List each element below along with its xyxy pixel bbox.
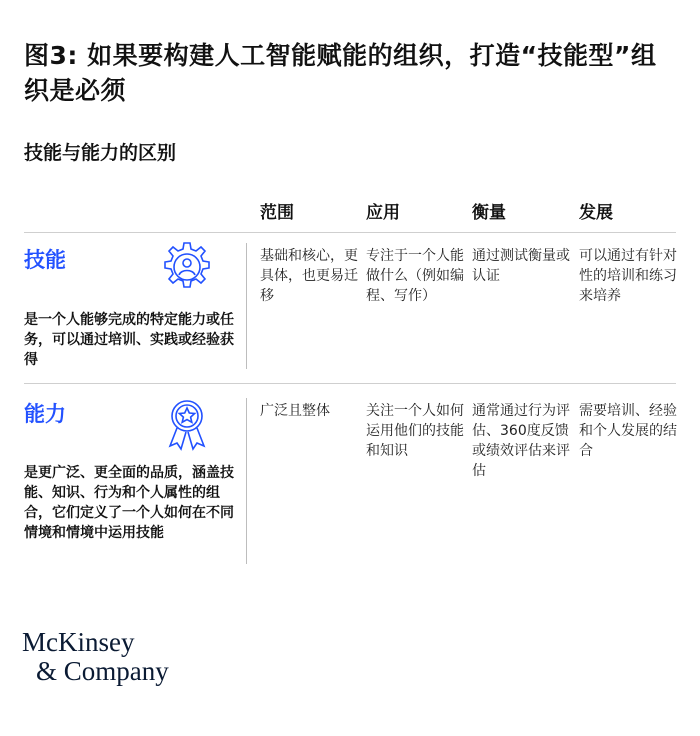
header-divider xyxy=(24,232,676,233)
cell-skills-application: 专注于一个人能做什么（例如编程、写作） xyxy=(366,248,464,304)
mckinsey-logo xyxy=(22,628,169,686)
cell-skills-development: 可以通过有针对性的培训和练习来培养 xyxy=(579,248,677,304)
logo-line-2: & Company xyxy=(36,656,169,686)
row-divider-vertical-skills xyxy=(246,243,247,369)
column-header-measurement: 衡量 xyxy=(472,203,506,223)
cell-competencies-scope: 广泛且整体 xyxy=(260,403,330,419)
logo-line-1: McKinsey xyxy=(22,627,135,657)
row-description-skills: 是一个人能够完成的特定能力或任务，可以通过培训、实践或经验获得 xyxy=(24,312,234,368)
row-description-competencies: 是更广泛、更全面的品质，涵盖技能、知识、行为和个人属性的组合，它们定义了一个人如何在不同情境和情境中运用技能 xyxy=(24,465,234,541)
row-divider xyxy=(24,383,676,384)
cell-skills-scope: 基础和核心，更具体，也更易迁移 xyxy=(260,248,358,304)
award-ribbon-icon xyxy=(162,398,212,454)
column-header-development: 发展 xyxy=(579,203,613,223)
cell-competencies-application: 关注一个人如何运用他们的技能和知识 xyxy=(366,403,464,459)
row-divider-vertical-competencies xyxy=(246,398,247,564)
column-header-application: 应用 xyxy=(366,203,400,223)
cell-skills-measurement: 通过测试衡量或认证 xyxy=(472,248,570,284)
cell-competencies-development: 需要培训、经验和个人发展的结合 xyxy=(579,403,677,459)
cell-competencies-measurement: 通常通过行为评估、360度反馈或绩效评估来评估 xyxy=(472,403,570,479)
figure-subtitle: 技能与能力的区别 xyxy=(24,142,177,164)
column-header-scope: 范围 xyxy=(260,203,294,223)
figure-title: 图3: 如果要构建人工智能赋能的组织，打造“技能型”组织是必须 xyxy=(24,41,657,105)
row-title-skills: 技能 xyxy=(24,248,66,272)
row-title-competencies: 能力 xyxy=(24,402,66,426)
gear-person-icon xyxy=(160,240,214,294)
